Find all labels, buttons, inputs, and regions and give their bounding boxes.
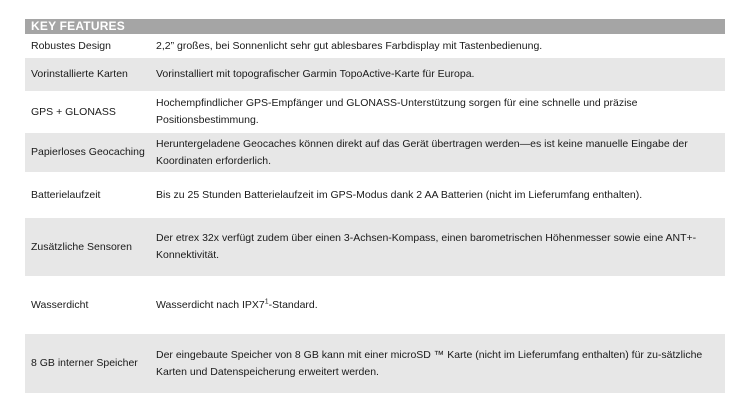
- feature-name: Papierloses Geocaching: [31, 146, 145, 158]
- feature-name: Zusätzliche Sensoren: [31, 240, 132, 253]
- feature-description: Heruntergeladene Geocaches können direkt auf das Gerät übertragen werden—es ist keine manuelle Eingabe der Koordinaten erforderlich.: [156, 137, 688, 167]
- key-features-table: [25, 19, 725, 393]
- table-row: [25, 58, 725, 91]
- feature-name: Robustes Design: [31, 39, 111, 52]
- feature-name: 8 GB interner Speicher: [31, 357, 138, 369]
- feature-description: Vorinstalliert mit topografischer Garmin TopoActive-Karte für Europa.: [156, 68, 475, 80]
- table-row: [25, 91, 725, 133]
- table-row: [25, 133, 725, 172]
- feature-name: GPS + GLONASS: [31, 105, 116, 118]
- table-row: [25, 34, 725, 58]
- description-text: Wasserdicht nach IPX7: [156, 298, 265, 311]
- feature-name: Vorinstallierte Karten: [31, 68, 128, 80]
- table-row: [25, 218, 725, 276]
- feature-name: Batterielaufzeit: [31, 188, 101, 201]
- table-row: [25, 334, 725, 393]
- table-row: [25, 172, 725, 218]
- feature-name: Wasserdicht: [31, 298, 89, 311]
- feature-description: Der eingebaute Speicher von 8 GB kann mit einer microSD ™ Karte (nicht im Lieferumfang enthalten) für zu-sätzliche Karten und Datenspeicherung erweitert werden.: [156, 348, 703, 378]
- feature-description: Bis zu 25 Stunden Batterielaufzeit im GPS-Modus dank 2 AA Batterien (nicht im Lieferumfang enthalten).: [156, 188, 643, 201]
- description-text: -Standard.: [268, 298, 318, 311]
- table-row: [25, 276, 725, 334]
- table-header: KEY FEATURES: [25, 19, 725, 34]
- feature-description: Der etrex 32x verfügt zudem über einen 3-Achsen-Kompass, einen barometrischen Höhenmesser sowie eine ANT+-Konnektivität.: [156, 232, 697, 261]
- footnote-marker: 1: [264, 298, 269, 305]
- feature-description: Hochempfindlicher GPS-Empfänger und GLONASS-Unterstützung sorgen für eine schnelle und präzise Positionsbestimmung.: [156, 97, 638, 126]
- feature-description: [156, 297, 725, 314]
- feature-description: 2,2” großes, bei Sonnenlicht sehr gut ablesbares Farbdisplay mit Tastenbedienung.: [156, 39, 543, 52]
